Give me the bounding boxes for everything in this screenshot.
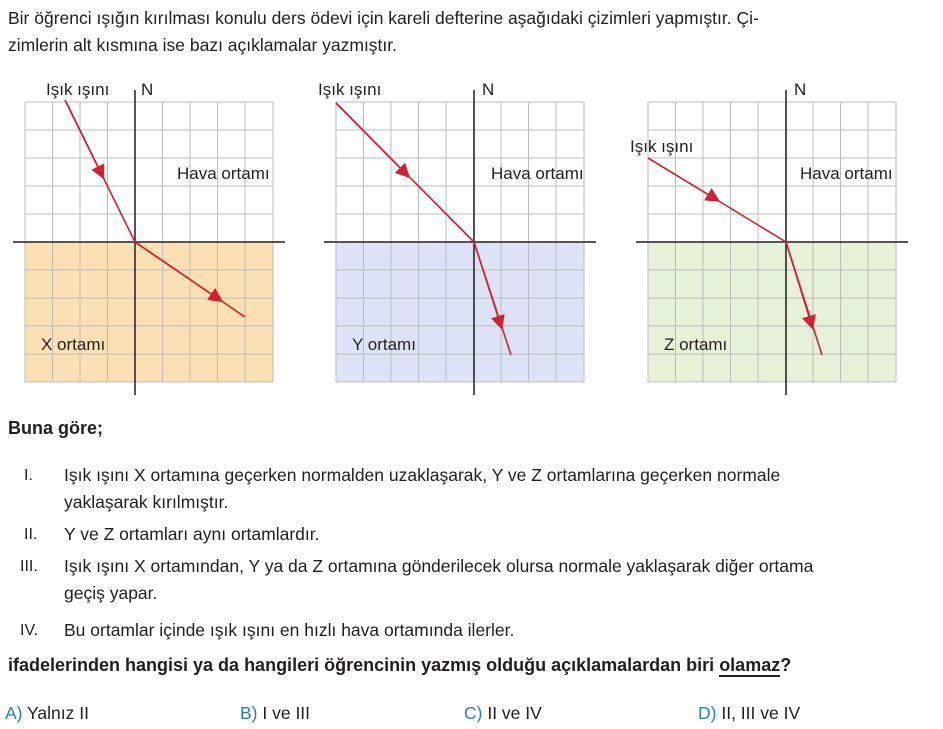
question-end: ? <box>780 655 792 675</box>
question-text <box>8 655 791 676</box>
intro-line-1: Bir öğrenci ışığın kırılması konulu ders ödevi için kareli defterine aşağıdaki çizimleri yapmıştır. Çi- <box>8 8 759 28</box>
question-emphasis: olamaz <box>719 655 781 675</box>
answer-text: I ve III <box>262 703 311 723</box>
air-label: Hava ortamı <box>491 164 584 183</box>
statement-number: III. <box>20 558 38 575</box>
answer-text: II ve IV <box>487 703 542 723</box>
medium-label: Y ortamı <box>352 335 416 354</box>
question-main: ifadelerinden hangisi ya da hangileri öğrencinin yazmış olduğu açıklamalardan biri <box>8 655 720 675</box>
answer-c[interactable] <box>464 703 542 724</box>
answer-letter: B) <box>240 703 258 723</box>
medium-label: X ortamı <box>41 335 106 354</box>
statement-text-line-1: Bu ortamlar içinde ışık ışını en hızlı hava ortamında ilerler. <box>64 620 515 640</box>
figure-x <box>13 80 285 395</box>
medium-region <box>648 242 896 382</box>
statement-number: I. <box>24 467 33 484</box>
statement-number: IV. <box>20 622 39 639</box>
answer-letter: C) <box>464 703 483 723</box>
air-label: Hava ortamı <box>800 164 893 183</box>
answer-a[interactable] <box>5 703 89 724</box>
ray-label: Işık ışını <box>630 137 694 156</box>
answer-text: Yalnız II <box>27 703 89 723</box>
answer-letter: A) <box>5 703 23 723</box>
question-head: Buna göre; <box>8 418 104 438</box>
ray-label: Işık ışını <box>46 80 110 99</box>
medium-region <box>336 242 584 382</box>
medium-label: Z ortamı <box>664 335 728 354</box>
answer-letter: D) <box>698 703 717 723</box>
normal-label: N <box>482 80 495 99</box>
statement-text-line-2: yaklaşarak kırılmıştır. <box>64 492 229 512</box>
statement-text-line-1: Işık ışını X ortamından, Y ya da Z ortamına gönderilecek olursa normale yaklaşarak diğer ortama <box>64 556 814 576</box>
answer-d[interactable] <box>698 703 800 724</box>
answer-text: II, III ve IV <box>721 703 801 723</box>
normal-label: N <box>794 80 807 99</box>
statement-text-line-2: geçiş yapar. <box>64 583 158 603</box>
statement-number: II. <box>24 526 38 543</box>
intro-paragraph <box>8 5 938 59</box>
figure-y <box>318 80 596 395</box>
statement-text-line-1: Işık ışını X ortamına geçerken normalden uzaklaşarak, Y ve Z ortamlarına geçerken normale <box>64 465 781 485</box>
air-label: Hava ortamı <box>177 164 270 183</box>
answer-b[interactable] <box>240 703 310 724</box>
statement-text-line-1: Y ve Z ortamları aynı ortamlardır. <box>64 524 320 544</box>
refraction-figures <box>0 75 943 405</box>
figure-z <box>630 80 908 395</box>
ray-label: Işık ışını <box>318 80 382 99</box>
normal-label: N <box>141 80 154 99</box>
medium-region <box>25 242 273 382</box>
intro-line-2: zimlerin alt kısmına ise bazı açıklamalar yazmıştır. <box>8 35 397 55</box>
